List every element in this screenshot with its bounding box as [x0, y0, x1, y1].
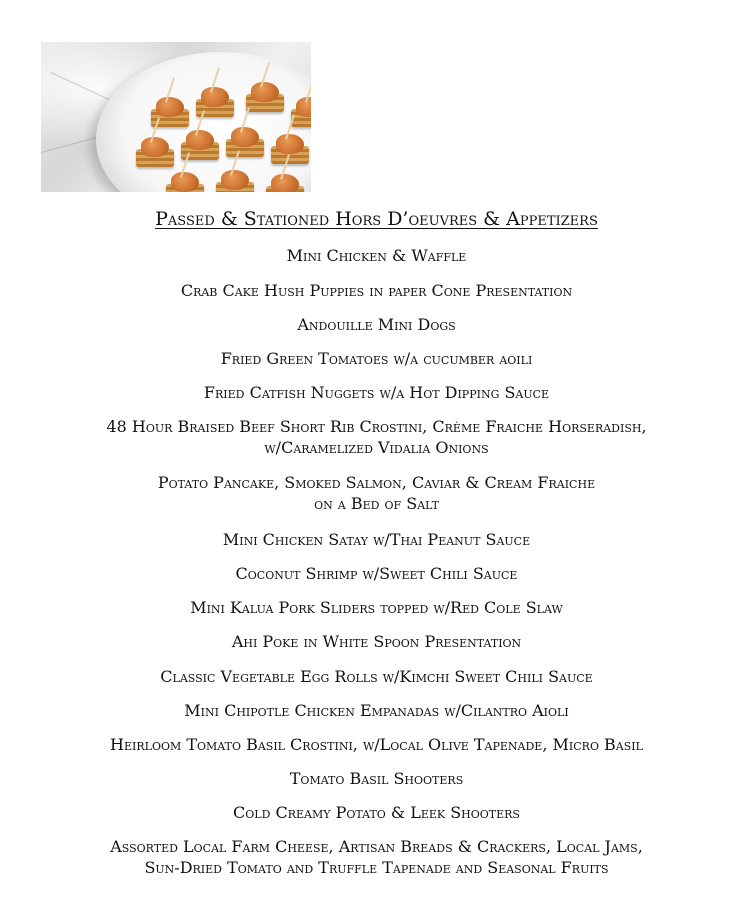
menu-item: Mini Chipotle Chicken Empanadas w/Cilantro Aioli	[184, 701, 569, 720]
plate	[96, 52, 311, 192]
chicken-waffle-bite	[246, 82, 284, 112]
menu-item: Mini Kalua Pork Sliders topped w/Red Cole Slaw	[190, 598, 563, 617]
menu-item: Classic Vegetable Egg Rolls w/Kimchi Sweet Chili Sauce	[160, 667, 593, 686]
chicken-waffle-bite	[291, 97, 311, 127]
menu-item: Coconut Shrimp w/Sweet Chili Sauce	[235, 564, 518, 583]
menu-item: Fried Catfish Nuggets w/a Hot Dipping Sauce	[203, 383, 550, 402]
menu-item: Ahi Poke in White Spoon Presentation	[231, 632, 522, 651]
menu-item: Potato Pancake, Smoked Salmon, Caviar & Cream Fraiche on a Bed of Salt	[157, 473, 596, 513]
menu-item: Crab Cake Hush Puppies in paper Cone Presentation	[180, 281, 573, 300]
menu-item: Tomato Basil Shooters	[289, 769, 464, 788]
chicken-waffle-bite	[271, 134, 309, 164]
menu-heading: Passed & Stationed Hors D’oeuvres & Appetizers	[155, 208, 598, 230]
chicken-waffle-bite	[216, 170, 254, 192]
chicken-waffle-bite	[136, 137, 174, 167]
menu-item: 48 Hour Braised Beef Short Rib Crostini, Crème Fraiche Horseradish, w/Caramelized Vidalia Onions	[106, 417, 647, 457]
chicken-waffle-bite	[166, 172, 204, 192]
menu-item: Mini Chicken & Waffle	[286, 246, 467, 265]
food-photo	[41, 42, 311, 192]
chicken-waffle-bite	[226, 127, 264, 157]
menu-item: Heirloom Tomato Basil Crostini, w/Local Olive Tapenade, Micro Basil	[110, 735, 643, 754]
chicken-waffle-bite	[266, 174, 304, 192]
menu-item: Fried Green Tomatoes w/a cucumber aoili	[220, 349, 533, 368]
menu-item: Andouille Mini Dogs	[297, 315, 456, 334]
menu-item: Cold Creamy Potato & Leek Shooters	[233, 803, 520, 822]
menu-item: Mini Chicken Satay w/Thai Peanut Sauce	[222, 530, 531, 549]
menu-item: Assorted Local Farm Cheese, Artisan Breads & Crackers, Local Jams, Sun-Dried Tomato and Truffle Tapenade and Seasonal Fruits	[110, 837, 643, 877]
